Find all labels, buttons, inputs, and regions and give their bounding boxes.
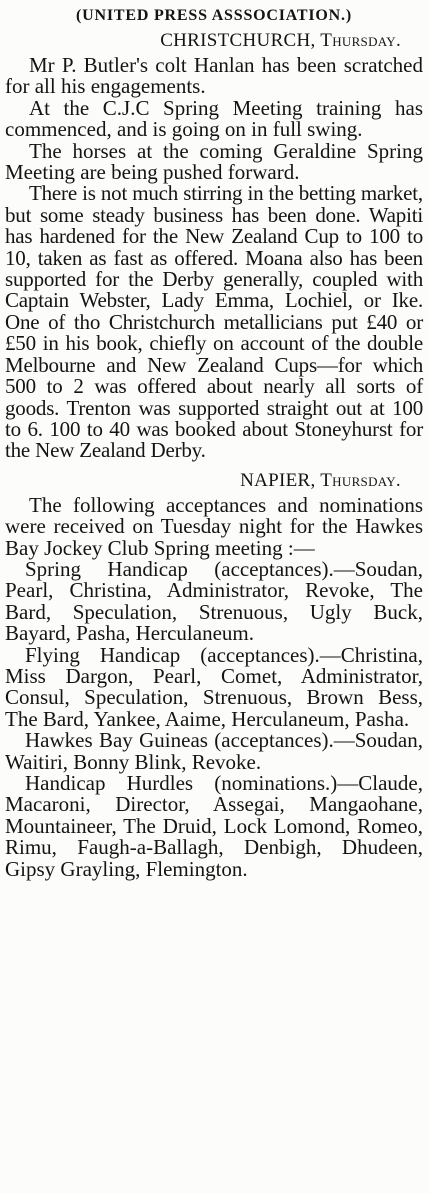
- dateline-napier: NAPIER, Thursday.: [240, 469, 401, 491]
- article-paragraph: At the C.J.C Spring Meeting training has commenced, and is going on in full swing.: [5, 95, 423, 142]
- article-paragraph: The horses at the coming Geraldine Spring Meeting are being pushed forward.: [5, 138, 423, 185]
- race-entry-list: Hawkes Bay Guineas (acceptances).—Soudan, Waitiri, Bonny Blink, Revoke.: [5, 728, 423, 774]
- article-paragraph: The following acceptances and nominations were received on Tuesday night for the Hawkes Bay Jockey Club Spring meeting :—: [5, 492, 423, 560]
- race-entry-list: Flying Handicap (acceptances).—Christina, Miss Dargon, Pearl, Comet, Administrator, Consul, Speculation, Strenuous, Brown Bess, The Bard, Yankee, Aaime, Herculaneum, Pasha.: [5, 642, 423, 731]
- race-entry-list: Handicap Hurdles (nominations.)—Claude, Macaroni, Director, Assegai, Mangaohane, Mountaineer, The Druid, Lock Lomond, Romeo, Rimu, Faugh-a-Ballagh, Denbigh, Dhudeen, Gipsy Grayling, Flemington.: [5, 771, 423, 881]
- dateline-christchurch: CHRISTCHURCH, Thursday.: [160, 30, 401, 51]
- agency-credit: (UNITED PRESS ASSSOCIATION.): [76, 7, 352, 24]
- article-paragraph: Mr P. Butler's colt Hanlan has been scratched for all his engagements.: [5, 53, 423, 99]
- race-entry-list: Spring Handicap (acceptances).—Soudan, Pearl, Christina, Administrator, Revoke, The Bard, Speculation, Strenuous, Ugly Buck, Bayard, Pasha, Herculaneum.: [5, 556, 423, 646]
- article-paragraph: There is not much stirring in the betting market, but some steady business has been done. Wapiti has hardened for the New Zealand Cup to 100 to 10, taken as fast as offered. Moana also has been supported for the Derby generally, coupled with Captain Webster, Lady Emma, Lochiel, or Ike. One of tho Christchurch metallicians put £40 or £50 in his book, chiefly on account of the double Melbourne and New Zealand Cups—for which 500 to 2 was offered about nearly all sorts of goods. Trenton was supported straight out at 100 to 6. 100 to 40 was booked about Stoneyhurst for the New Zealand Derby.: [5, 181, 423, 463]
